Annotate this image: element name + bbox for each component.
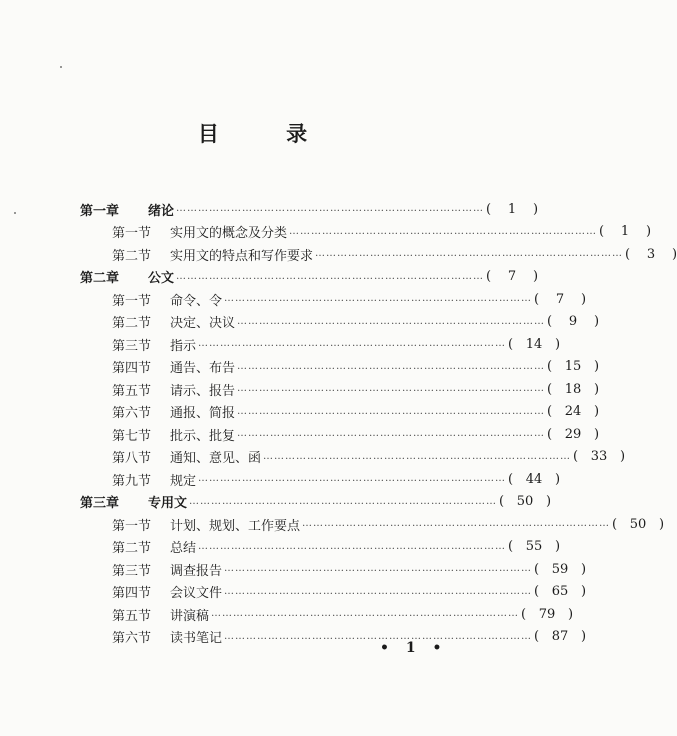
toc-entry-title: 通报、简报 — [170, 406, 236, 422]
open-bracket: ( — [486, 269, 492, 285]
open-bracket: ( — [547, 381, 553, 397]
toc-entry-number: 第五节 — [112, 608, 152, 624]
toc-page-number: 87 — [551, 629, 569, 645]
page-title: 目 录 — [197, 122, 338, 146]
toc-page-number: 59 — [551, 561, 569, 577]
toc-entry-number: 第七节 — [112, 428, 152, 444]
toc-entry-number: 第六节 — [112, 631, 152, 647]
toc-section-row — [80, 221, 652, 244]
close-bracket: ) — [593, 314, 600, 330]
toc-leader-dots: ………………………………………………………………………… — [315, 248, 624, 260]
close-bracket: ) — [593, 426, 600, 442]
toc-entry-label — [112, 582, 222, 601]
toc-page-ref — [534, 292, 586, 307]
toc-leader-dots: ………………………………………………………………………… — [237, 428, 546, 440]
toc-page-ref — [547, 427, 599, 442]
open-bracket: ( — [547, 359, 553, 375]
open-bracket: ( — [547, 314, 553, 330]
close-bracket: ) — [580, 561, 587, 577]
toc-chapter-row — [80, 491, 552, 514]
toc-entry-label — [112, 515, 300, 534]
toc-page-ref — [547, 382, 599, 397]
open-bracket: ( — [534, 561, 540, 577]
toc-entry-number: 第一章 — [80, 203, 120, 219]
toc-entry-title: 实用文的概念及分类 — [170, 226, 288, 242]
open-bracket: ( — [599, 224, 605, 240]
toc-leader-dots: ………………………………………………………………………… — [224, 630, 533, 642]
toc-entry-number: 第八节 — [112, 451, 152, 467]
toc-page-ref — [625, 247, 677, 262]
open-bracket: ( — [534, 629, 540, 645]
toc-section-row — [80, 288, 587, 311]
toc-entry-number: 第三节 — [112, 563, 152, 579]
toc-leader-dots: ………………………………………………………………………… — [302, 518, 611, 530]
toc-page-ref — [547, 359, 599, 374]
toc-section-row — [80, 468, 561, 491]
toc-entry-number: 第三节 — [112, 338, 152, 354]
toc-page-number: 15 — [564, 359, 582, 375]
toc-section-row — [80, 603, 574, 626]
toc-page-number: 65 — [551, 584, 569, 600]
toc-section-row — [80, 401, 600, 424]
toc-leader-dots: ………………………………………………………………………… — [237, 405, 546, 417]
toc-section-row — [80, 446, 626, 469]
toc-entry-label — [112, 402, 235, 421]
toc-page-ref — [508, 539, 560, 554]
toc-entry-title: 通知、意见、函 — [170, 451, 262, 467]
toc-leader-dots: ………………………………………………………………………… — [189, 495, 498, 507]
toc-leader-dots: ………………………………………………………………………… — [237, 383, 546, 395]
toc-entry-title: 会议文件 — [170, 586, 223, 602]
toc-entry-label — [112, 290, 222, 309]
close-bracket: ) — [658, 516, 665, 532]
toc-entry-number: 第五节 — [112, 383, 152, 399]
toc-page-ref — [573, 449, 625, 464]
toc-section-row — [80, 356, 600, 379]
toc-page-ref — [547, 314, 599, 329]
close-bracket: ) — [532, 201, 539, 217]
toc-entry-number: 第一节 — [112, 518, 152, 534]
open-bracket: ( — [534, 584, 540, 600]
close-bracket: ) — [619, 449, 626, 465]
toc-section-row — [80, 243, 677, 266]
toc-entry-title: 通告、布告 — [170, 361, 236, 377]
toc-entry-title: 请示、报告 — [170, 383, 236, 399]
toc-entry-title: 计划、规划、工作要点 — [170, 518, 301, 534]
toc-entry-number: 第二节 — [112, 316, 152, 332]
toc-entry-title: 绪论 — [148, 203, 175, 219]
toc-chapter-row — [80, 198, 539, 221]
scan-speck — [60, 66, 62, 68]
toc-entry-title: 调查报告 — [170, 563, 223, 579]
close-bracket: ) — [554, 471, 561, 487]
toc-leader-dots: ………………………………………………………………………… — [237, 360, 546, 372]
toc-entry-number: 第四节 — [112, 586, 152, 602]
toc-leader-dots: ………………………………………………………………………… — [176, 203, 485, 215]
toc-entry-number: 第三章 — [80, 496, 120, 512]
toc-page-number: 3 — [646, 246, 656, 262]
toc-leader-dots: ………………………………………………………………………… — [263, 450, 572, 462]
close-bracket: ) — [580, 291, 587, 307]
toc-page-ref — [612, 517, 664, 532]
toc-leader-dots: ………………………………………………………………………… — [176, 270, 485, 282]
close-bracket: ) — [567, 606, 574, 622]
close-bracket: ) — [593, 404, 600, 420]
toc-entry-number: 第六节 — [112, 406, 152, 422]
toc-entry-label — [112, 312, 235, 331]
open-bracket: ( — [499, 494, 505, 510]
toc-leader-dots: ………………………………………………………………………… — [224, 585, 533, 597]
toc-entry-label — [112, 245, 313, 264]
toc-page-ref — [499, 494, 551, 509]
toc-page-number: 14 — [525, 336, 543, 352]
toc-leader-dots: ………………………………………………………………………… — [224, 293, 533, 305]
toc-entry-title: 命令、令 — [170, 293, 223, 309]
open-bracket: ( — [547, 426, 553, 442]
open-bracket: ( — [508, 471, 514, 487]
toc-page-ref — [508, 472, 560, 487]
toc-entry-label — [112, 447, 261, 466]
open-bracket: ( — [547, 404, 553, 420]
toc-page-ref — [534, 629, 586, 644]
open-bracket: ( — [612, 516, 618, 532]
toc-entry-label — [112, 357, 235, 376]
toc-entry-title: 批示、批复 — [170, 428, 236, 444]
toc-entry-number: 第四节 — [112, 361, 152, 377]
toc-entry-title: 实用文的特点和写作要求 — [170, 248, 314, 264]
scan-speck — [14, 212, 16, 214]
toc-page-number: 7 — [507, 269, 517, 285]
close-bracket: ) — [532, 269, 539, 285]
toc-leader-dots: ………………………………………………………………………… — [289, 225, 598, 237]
toc-section-row — [80, 581, 587, 604]
page-number: • 1 • — [380, 640, 448, 656]
toc-entry-title: 专用文 — [148, 496, 188, 512]
open-bracket: ( — [573, 449, 579, 465]
toc-entry-label — [112, 537, 196, 556]
toc-entry-label — [112, 222, 287, 241]
toc-entry-title: 读书笔记 — [170, 631, 223, 647]
close-bracket: ) — [554, 336, 561, 352]
toc-page-number: 50 — [629, 516, 647, 532]
toc-section-row — [80, 513, 665, 536]
toc-page-number: 55 — [525, 539, 543, 555]
toc-page-ref — [534, 562, 586, 577]
toc-page-number: 50 — [516, 494, 534, 510]
toc-page-number: 79 — [538, 606, 556, 622]
toc-page-number: 7 — [555, 291, 565, 307]
toc-entry-title: 规定 — [170, 473, 197, 489]
toc-entry-label — [80, 200, 174, 219]
toc-entry-title: 公文 — [148, 271, 175, 287]
close-bracket: ) — [593, 381, 600, 397]
toc-chapter-row — [80, 266, 539, 289]
toc-page-number: 18 — [564, 381, 582, 397]
close-bracket: ) — [580, 584, 587, 600]
toc-entry-label — [112, 425, 235, 444]
open-bracket: ( — [625, 246, 631, 262]
toc-entry-label — [80, 492, 187, 511]
toc-entry-label — [112, 560, 222, 579]
open-bracket: ( — [486, 201, 492, 217]
close-bracket: ) — [554, 539, 561, 555]
toc-entry-label — [112, 605, 209, 624]
toc-leader-dots: ………………………………………………………………………… — [198, 338, 507, 350]
toc-section-row — [80, 311, 600, 334]
open-bracket: ( — [508, 336, 514, 352]
toc-page-ref — [599, 224, 651, 239]
toc-leader-dots: ………………………………………………………………………… — [211, 608, 520, 620]
open-bracket: ( — [521, 606, 527, 622]
toc-entry-number: 第二章 — [80, 271, 120, 287]
toc-page-number: 1 — [507, 201, 517, 217]
toc-section-row — [80, 558, 587, 581]
toc-entry-number: 第二节 — [112, 541, 152, 557]
toc-leader-dots: ………………………………………………………………………… — [198, 473, 507, 485]
toc-entry-number: 第一节 — [112, 293, 152, 309]
toc-entry-title: 指示 — [170, 338, 197, 354]
toc-entry-label — [80, 267, 174, 286]
toc-entry-label — [112, 470, 196, 489]
toc-page-number: 44 — [525, 471, 543, 487]
toc-page-ref — [534, 584, 586, 599]
toc-entry-number: 第二节 — [112, 248, 152, 264]
close-bracket: ) — [645, 224, 652, 240]
open-bracket: ( — [534, 291, 540, 307]
toc-section-row — [80, 423, 600, 446]
toc-page-ref — [486, 202, 538, 217]
toc-page-ref — [486, 269, 538, 284]
close-bracket: ) — [593, 359, 600, 375]
toc-page-ref — [521, 607, 573, 622]
toc-section-row — [80, 333, 561, 356]
close-bracket: ) — [580, 629, 587, 645]
toc-section-row — [80, 378, 600, 401]
toc-section-row — [80, 536, 561, 559]
toc-entry-label — [112, 380, 235, 399]
toc-entry-label — [112, 335, 196, 354]
close-bracket: ) — [671, 246, 677, 262]
toc-page-number: 33 — [590, 449, 608, 465]
toc-leader-dots: ………………………………………………………………………… — [237, 315, 546, 327]
toc-page-number: 24 — [564, 404, 582, 420]
toc-page-ref — [508, 337, 560, 352]
toc-entry-title: 讲演稿 — [170, 608, 210, 624]
open-bracket: ( — [508, 539, 514, 555]
toc-page-ref — [547, 404, 599, 419]
toc-entry-title: 决定、决议 — [170, 316, 236, 332]
toc-page-number: 9 — [568, 314, 578, 330]
close-bracket: ) — [545, 494, 552, 510]
toc-entry-label — [112, 627, 222, 646]
toc-leader-dots: ………………………………………………………………………… — [198, 540, 507, 552]
table-of-contents — [80, 198, 677, 648]
toc-entry-number: 第一节 — [112, 226, 152, 242]
toc-page-number: 29 — [564, 426, 582, 442]
toc-page-number: 1 — [620, 224, 630, 240]
toc-entry-title: 总结 — [170, 541, 197, 557]
toc-entry-number: 第九节 — [112, 473, 152, 489]
toc-leader-dots: ………………………………………………………………………… — [224, 563, 533, 575]
